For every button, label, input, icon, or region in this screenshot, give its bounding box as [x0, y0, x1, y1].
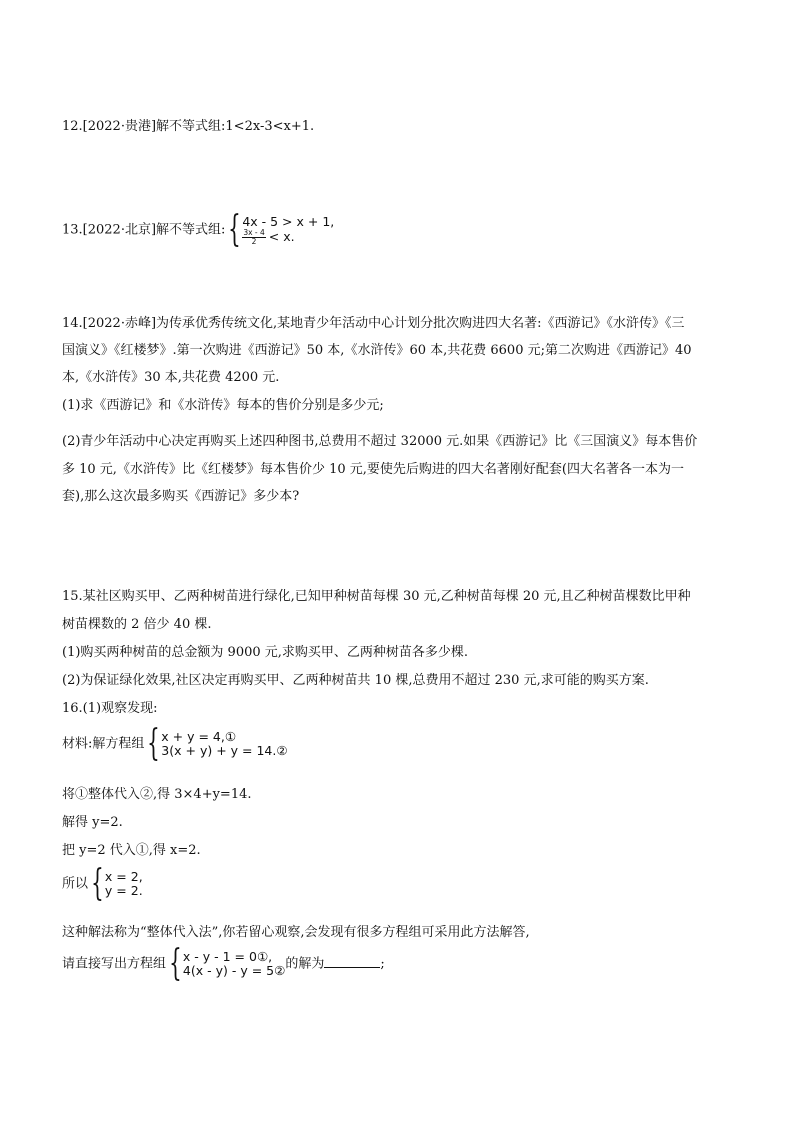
- answer-blank[interactable]: [324, 955, 380, 968]
- substitution-step: 将①整体代入②,得 3×4+y=14.: [62, 787, 252, 802]
- question-14-part-2-line-2: 多 10 元,《水浒传》比《红楼梦》每本售价少 10 元,要使先后购进的四大名著刚好配套(四大名著各一本为一: [62, 462, 684, 477]
- question-15-line-2: 树苗棵数的 2 倍少 40 棵.: [62, 617, 212, 632]
- question-15-line-1: 15.某社区购买甲、乙两种树苗进行绿化,已知甲种树苗每棵 30 元,乙种树苗每棵 20 元,且乙种树苗棵数比甲种: [62, 589, 691, 604]
- question-14-part-2-line-3: 套),那么这次最多购买《西游记》多少本?: [62, 489, 300, 504]
- question-15-part-1: (1)购买两种树苗的总金额为 9000 元,求购买甲、乙两种树苗各多少棵.: [62, 645, 469, 660]
- inequality-system: [225, 209, 335, 250]
- left-brace: {: [169, 943, 182, 984]
- question-14-line-3: 本,《水浒传》30 本,共花费 4200 元.: [62, 370, 280, 385]
- question-12: 12.[2022·贵港]解不等式组:1<2x-3<x+1.: [62, 119, 315, 134]
- inequality-1: 4x - 5 > x + 1,: [242, 213, 335, 229]
- question-14-line-1: 14.[2022·赤峰]为传承优秀传统文化,某地青少年活动中心计划分批次购进四大名著:《西游记》《水浒传》《三: [62, 316, 685, 331]
- solution-system: 所以 { x = 2, y = 2.: [62, 863, 143, 904]
- solve-x-step: 把 y=2 代入①,得 x=2.: [62, 843, 201, 858]
- solution-y: y = 2.: [104, 883, 143, 898]
- inequality-2: $\frac{3x - 4}{2}$ < x.: [243, 227, 295, 246]
- question-16-heading: 16.(1)观察发现:: [62, 701, 158, 716]
- method-description: 这种解法称为“整体代入法”,你若留心观察,会发现有很多方程组可采用此方法解答,: [62, 925, 530, 940]
- solution-x: x = 2,: [104, 869, 143, 884]
- material-system: 材料:解方程组 { x + y = 4,① 3(x + y) + y = 14.②: [62, 723, 288, 764]
- question-14-part-2-line-1: (2)青少年活动中心决定再购买上述四种图书,总费用不超过 32000 元.如果《西游记》比《三国演义》每本售价: [62, 434, 698, 449]
- question-16-ask: 请直接写出方程组 { x - y - 1 = 0①, 4(x - y) - y = 5② 的解为 ;: [62, 943, 385, 984]
- ask-equation-1: x - y - 1 = 0①,: [182, 949, 273, 964]
- fraction: $\frac{3x - 4}{2}$: [243, 227, 265, 246]
- left-brace: {: [147, 723, 161, 764]
- equation-1: x + y = 4,①: [161, 729, 237, 744]
- solve-y-step: 解得 y=2.: [62, 815, 123, 830]
- question-13-prefix: 13.[2022·北京]解不等式组:: [62, 222, 226, 238]
- question-15-part-2: (2)为保证绿化效果,社区决定再购买甲、乙两种树苗共 10 棵,总费用不超过 230 元,求可能的购买方案.: [62, 673, 649, 688]
- question-13: [62, 209, 335, 250]
- question-14-part-1: (1)求《西游记》和《水浒传》每本的售价分别是多少元;: [62, 398, 384, 413]
- left-brace: {: [228, 209, 242, 250]
- question-14-line-2: 国演义》《红楼梦》.第一次购进《西游记》50 本,《水浒传》60 本,共花费 6600 元;第二次购进《西游记》40: [62, 343, 692, 358]
- left-brace: {: [91, 863, 104, 904]
- ask-equation-2: 4(x - y) - y = 5②: [182, 963, 286, 978]
- equation-2: 3(x + y) + y = 14.②: [161, 743, 288, 758]
